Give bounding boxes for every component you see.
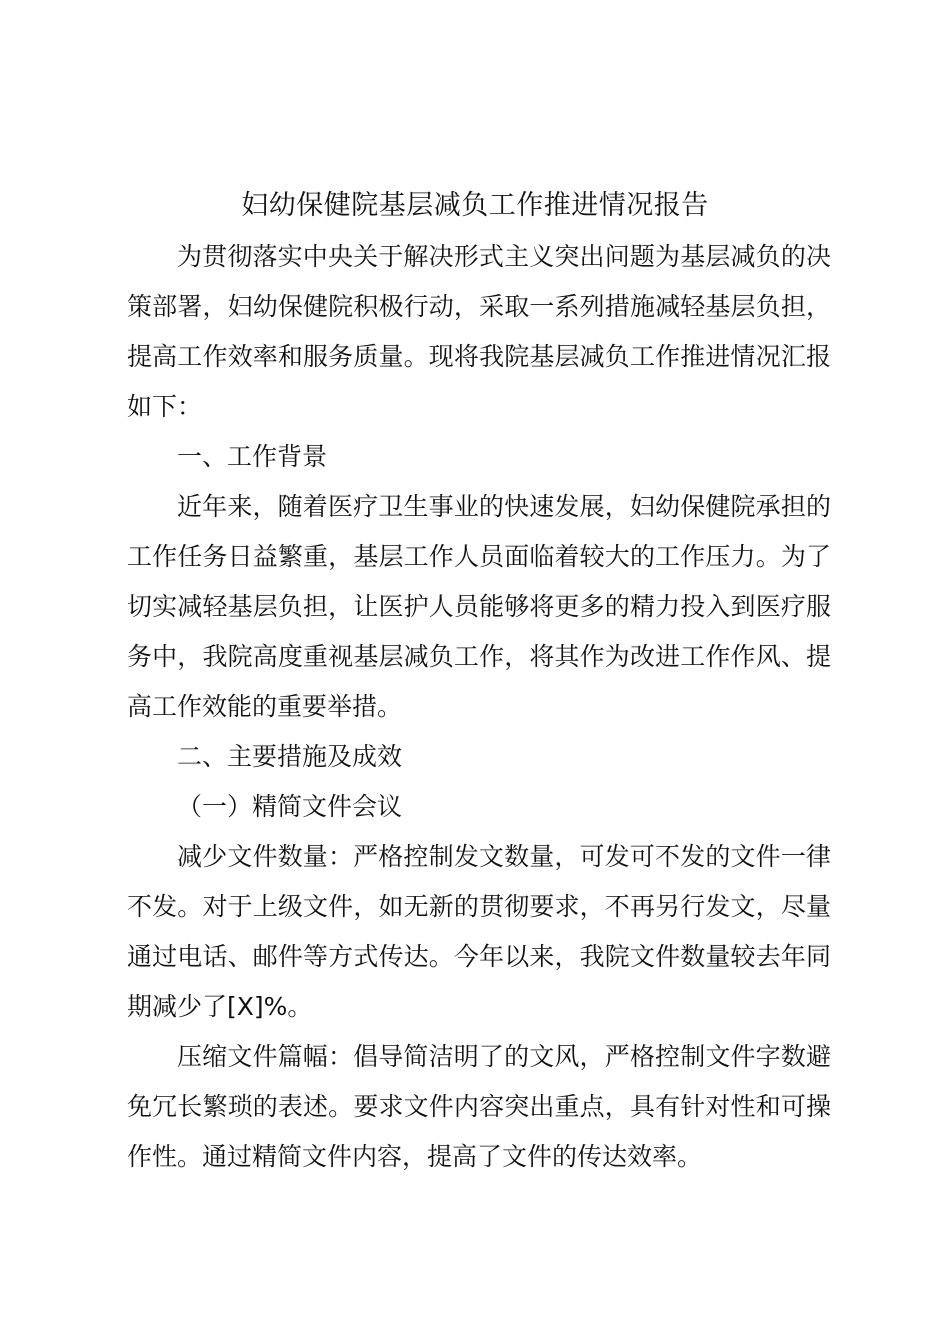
section-heading-background: 一、工作背景	[177, 442, 328, 471]
document-body	[127, 232, 831, 1182]
background-paragraph: 近年来，随着医疗卫生事业的快速发展，妇幼保健院承担的工作任务日益繁重，基层工作人员面临着较大的工作压力。为了切实减轻基层负担，让医护人员能够将更多的精力投入到医疗服务中，我院高度重视基层减负工作，将其作为改进工作作风、提高工作效能的重要举措。	[127, 492, 831, 721]
compress-documents-paragraph: 压缩文件篇幅：倡导简洁明了的文风，严格控制文件字数避免冗长繁琐的表述。要求文件内容突出重点，具有针对性和可操作性。通过精简文件内容，提高了文件的传达效率。	[127, 1042, 831, 1171]
subsection-heading-streamline: （一）精简文件会议	[177, 792, 403, 821]
reduce-documents-paragraph: 减少文件数量：严格控制发文数量，可发可不发的文件一律不发。对于上级文件，如无新的贯彻要求，不再另行发文，尽量通过电话、邮件等方式传达。今年以来，我院文件数量较去年同期减少了[X]%。	[127, 842, 831, 1021]
section-heading-measures: 二、主要措施及成效	[177, 742, 403, 771]
intro-paragraph: 为贯彻落实中央关于解决形式主义突出问题为基层减负的决策部署，妇幼保健院积极行动，采取一系列措施减轻基层负担，提高工作效率和服务质量。现将我院基层减负工作推进情况汇报如下：	[127, 242, 831, 421]
document-title: 妇幼保健院基层减负工作推进情况报告	[241, 190, 709, 221]
